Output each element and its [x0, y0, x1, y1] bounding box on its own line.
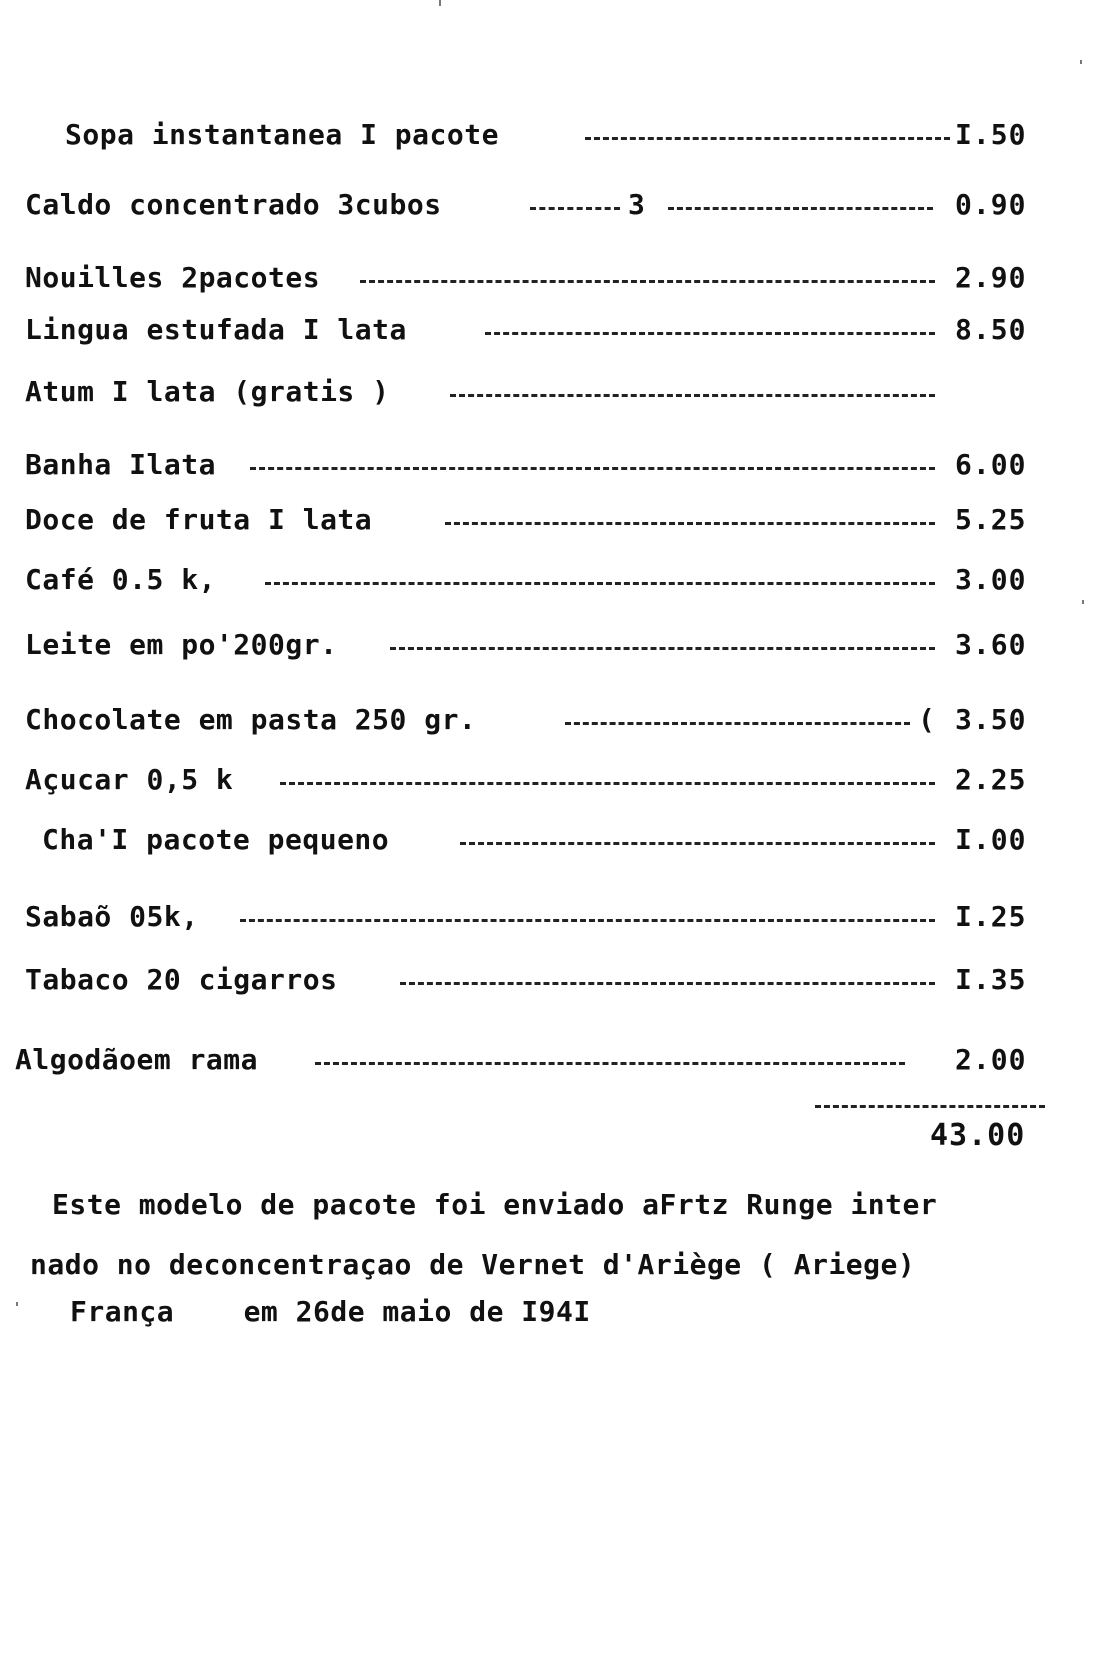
item-extra: ( [918, 703, 935, 736]
total-amount: 43.00 [930, 1118, 1026, 1153]
dash-leader [485, 332, 935, 335]
list-item [0, 500, 1104, 540]
dash-leader [565, 722, 910, 725]
note-line-2: nado no deconcentraçao de Vernet d'Ariège ( Ariege) [30, 1248, 916, 1281]
item-price: 6.00 [955, 448, 1027, 481]
paper-speck [16, 1302, 18, 1306]
item-price: 0.90 [955, 188, 1027, 221]
item-price: I.00 [955, 823, 1027, 856]
item-extra: 3 [628, 188, 645, 221]
item-label: Café 0.5 k, [25, 563, 216, 596]
list-item [0, 445, 1104, 485]
list-item [0, 1040, 1104, 1080]
dash-leader [668, 207, 933, 210]
dash-leader [240, 919, 935, 922]
list-item [0, 820, 1104, 860]
dash-leader [390, 647, 935, 650]
item-label: Atum I lata (gratis ) [25, 375, 390, 408]
dash-leader [315, 1062, 905, 1065]
dash-leader [450, 394, 935, 397]
total-rule [815, 1105, 1045, 1108]
item-label: Lingua estufada I lata [25, 313, 407, 346]
item-label: Leite em po'200gr. [25, 628, 338, 661]
list-item [0, 625, 1104, 665]
item-price: I.50 [955, 118, 1027, 151]
paper-speck [1080, 60, 1082, 64]
list-item [0, 560, 1104, 600]
dash-leader [280, 782, 935, 785]
item-price: 8.50 [955, 313, 1027, 346]
item-label: Tabaco 20 cigarros [25, 963, 338, 996]
note-line-3: França em 26de maio de I94I [70, 1295, 591, 1328]
item-label: Sabaõ 05k, [25, 900, 199, 933]
item-price: 2.90 [955, 261, 1027, 294]
item-price: 2.00 [955, 1043, 1027, 1076]
list-item [0, 700, 1104, 740]
item-price: 5.25 [955, 503, 1027, 536]
list-item [0, 258, 1104, 298]
dash-leader [400, 982, 935, 985]
item-label: Cha'I pacote pequeno [42, 823, 390, 856]
item-label: Algodãoem rama [15, 1043, 259, 1076]
item-price: 3.00 [955, 563, 1027, 596]
dash-leader [250, 467, 935, 470]
item-label: Nouilles 2pacotes [25, 261, 321, 294]
paper-speck [439, 0, 441, 6]
item-label: Banha Ilata [25, 448, 216, 481]
dash-leader [265, 582, 935, 585]
item-price: I.35 [955, 963, 1027, 996]
item-price: 3.50 [955, 703, 1027, 736]
list-item [0, 115, 1104, 155]
item-price: I.25 [955, 900, 1027, 933]
item-label: Chocolate em pasta 250 gr. [25, 703, 477, 736]
list-item [0, 372, 1104, 412]
item-label: Doce de fruta I lata [25, 503, 373, 536]
list-item [0, 760, 1104, 800]
list-item [0, 960, 1104, 1000]
paper-speck [1082, 600, 1084, 604]
item-price: 3.60 [955, 628, 1027, 661]
item-label: Açucar 0,5 k [25, 763, 234, 796]
dash-leader [460, 842, 935, 845]
dash-leader [445, 522, 935, 525]
item-label: Sopa instantanea I pacote [65, 118, 499, 151]
list-item [0, 897, 1104, 937]
dash-leader [530, 207, 620, 210]
item-label: Caldo concentrado 3cubos [25, 188, 442, 221]
note-line-1: Este modelo de pacote foi enviado aFrtz Runge inter [52, 1188, 938, 1221]
list-item [0, 310, 1104, 350]
item-price: 2.25 [955, 763, 1027, 796]
dash-leader [360, 280, 935, 283]
list-item [0, 185, 1104, 225]
dash-leader [585, 137, 950, 140]
